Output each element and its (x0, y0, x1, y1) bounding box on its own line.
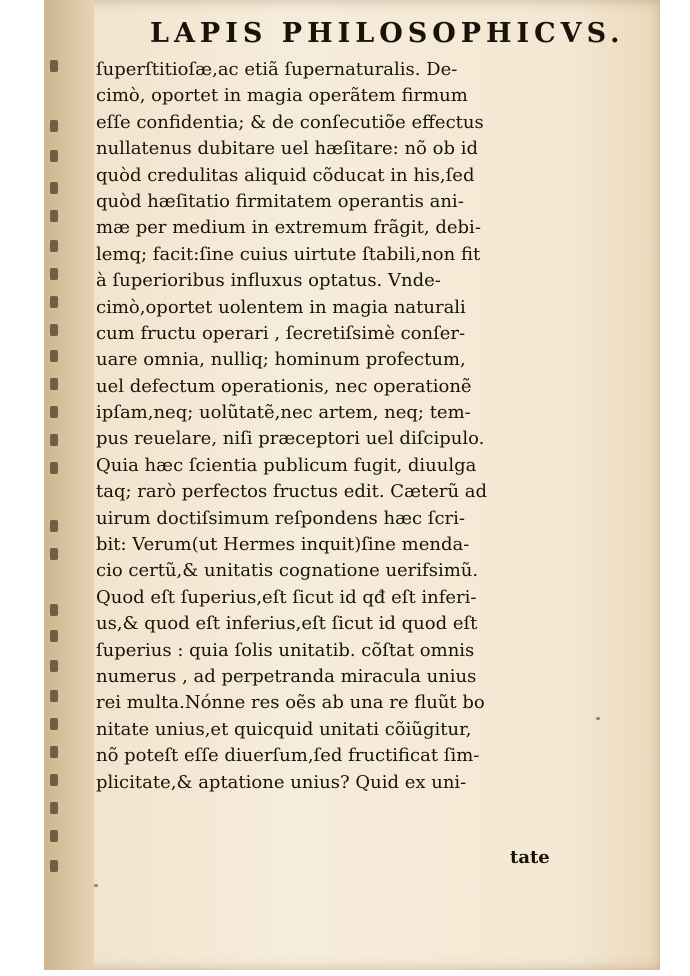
text-line: Quod eſt ſuperius,eſt ſicut id qđ eſt inferi- (96, 586, 477, 608)
edge-mark (50, 746, 58, 758)
text-line: bit: Verum(ut Hermes inquit)ſine menda- (96, 534, 470, 556)
edge-mark (50, 240, 58, 252)
text-line: Quia hæc ſcientia publicum fugit, diuulga (96, 454, 477, 476)
text-line: cimò,oportet uolentem in magia naturali (96, 296, 466, 318)
text-line: eſſe confidentia; & de conſecutiõe effectus (96, 111, 484, 133)
paper-speck (596, 717, 600, 720)
text-line: uirum doctiſsimum reſpondens hæc ſcri- (96, 507, 465, 529)
edge-mark (50, 718, 58, 730)
edge-mark (50, 182, 58, 194)
text-line: taq; rarò perfectos fructus edit. Cæterũ ad (96, 481, 488, 503)
edge-mark (50, 150, 58, 162)
edge-mark (50, 860, 58, 872)
text-line: mæ per medium in extremum frãgit, debi- (96, 217, 481, 239)
edge-mark (50, 462, 58, 474)
text-line: cum fructu operari , ſecretiſsimè conſer- (96, 322, 466, 344)
text-line: à ſuperioribus influxus optatus. Vnde- (96, 270, 441, 292)
edge-mark (50, 630, 58, 642)
edge-mark (50, 378, 58, 390)
text-line: quòd hæſitatio firmitatem operantis ani- (96, 190, 464, 212)
catchword: tate (510, 847, 550, 868)
text-line: rei multa.Nónne res oẽs ab una re fluũt bo (96, 692, 485, 714)
edge-mark (50, 406, 58, 418)
paper-speck (94, 884, 98, 887)
edge-mark (50, 350, 58, 362)
text-line: quòd credulitas aliquid cõducat in his,ſed (96, 164, 475, 186)
edge-mark (50, 210, 58, 222)
text-line: us,& quod eſt inferius,eſt ſicut id quod eſt (96, 613, 478, 635)
text-line: cio certũ,& unitatis cognatione uerifsimũ. (96, 560, 479, 582)
text-line: uel defectum operationis, nec operationẽ (96, 375, 472, 397)
edge-mark (50, 60, 58, 72)
text-line: ipſam,neq; uolũtatẽ,nec artem, neq; tem- (96, 402, 471, 424)
edge-mark (50, 548, 58, 560)
edge-mark (50, 520, 58, 532)
text-line: nullatenus dubitare uel hæſitare: nõ ob id (96, 138, 478, 160)
edge-mark (50, 660, 58, 672)
edge-mark (50, 120, 58, 132)
text-line: ſuperſtitioſæ,ac etiã ſupernaturalis. De- (96, 59, 458, 80)
running-head: LAPIS PHILOSOPHICVS. (150, 18, 625, 49)
edge-mark (50, 268, 58, 280)
text-line: plicitate,& aptatione unius? Quid ex uni- (96, 771, 467, 793)
edge-mark (50, 434, 58, 446)
edge-mark (50, 324, 58, 336)
edge-mark (50, 774, 58, 786)
text-line: cimò, oportet in magia operãtem firmum (96, 85, 468, 107)
text-line: uare omnia, nulliq; hominum profectum, (96, 349, 466, 371)
edge-mark (50, 802, 58, 814)
edge-mark (50, 296, 58, 308)
text-block (96, 57, 566, 796)
facing-page-edge (44, 0, 94, 970)
text-line: nõ poteſt eſſe diuerſum,ſed fructificat ſim- (96, 745, 480, 767)
text-line: numerus , ad perpetranda miracula unius (96, 665, 477, 687)
edge-mark (50, 604, 58, 616)
text-line: ſuperius : quia ſolis unitatib. cõſtat omnis (96, 639, 475, 661)
edge-mark (50, 690, 58, 702)
edge-mark (50, 830, 58, 842)
text-line: lemq; facit:ſine cuius uirtute ſtabili,non fit (96, 243, 481, 265)
text-line: nitate unius,et quicquid unitati cõiũgitur, (96, 718, 472, 740)
text-line: pus reuelare, niſi præceptori uel diſcipulo. (96, 428, 485, 450)
